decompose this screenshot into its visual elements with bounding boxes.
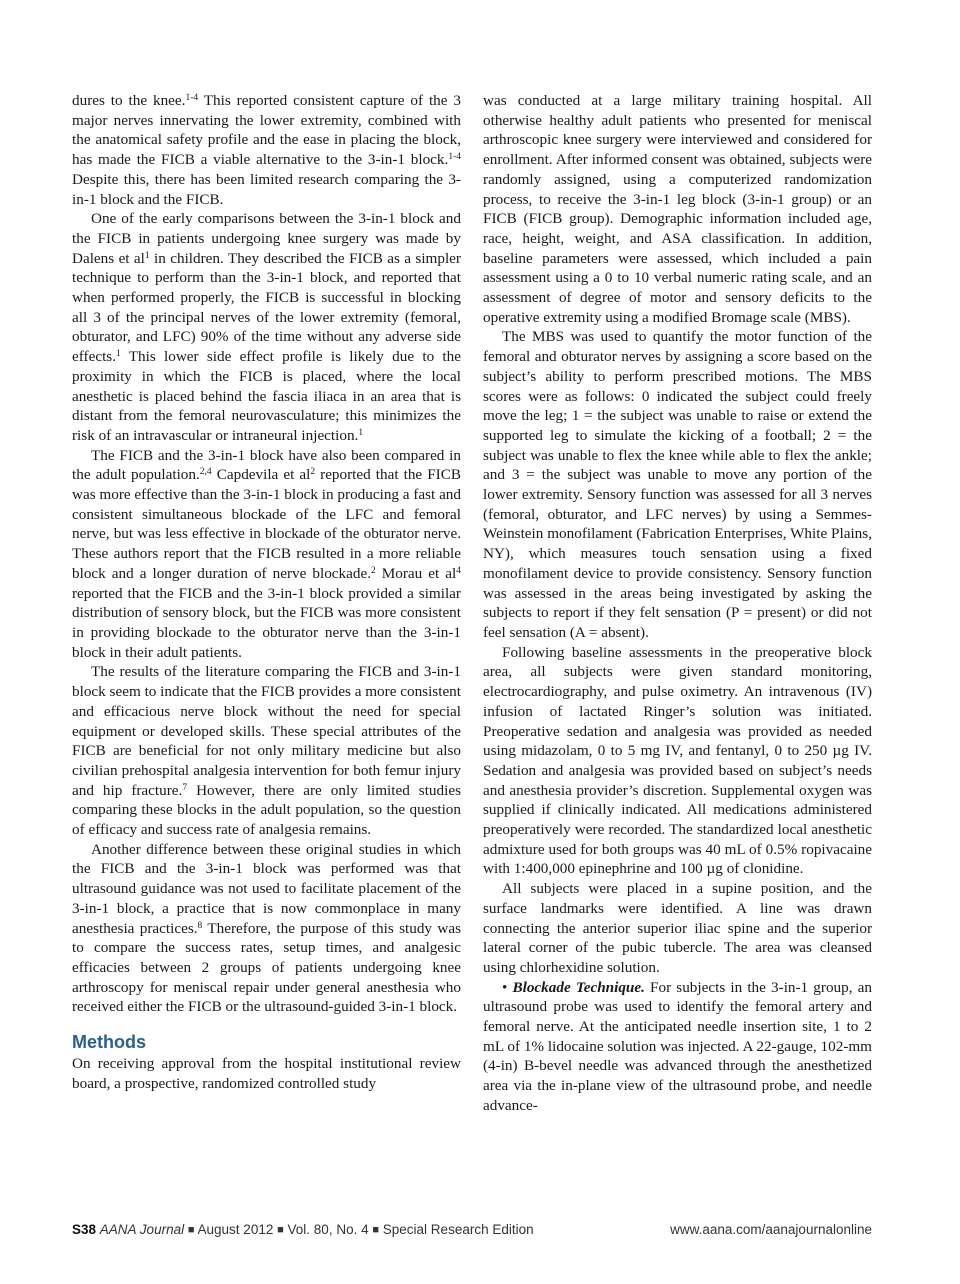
paragraph: One of the early comparisons between the 3-in-1 block and the FICB in patients undergoing knee surgery was made by Dalens et $al^1$ in children. They described the FICB as a simpler technique to perform than the 3-in-1 block, and reported that when performed properly, the FICB is successful in blocking all 3 of the principal nerves of the lower extremity (femoral, obturator, and LFC) 90% of the time without any adverse side effects.$^1$ This lower side effect profile is likely due to the proximity in which the FICB is placed, where the local anesthetic is placed behind the fascia iliaca in an area that is distant from the femoral neurovasculature; this minimizes the risk of an intravascular or intraneural injection.$^1$: [72, 210, 461, 444]
section-heading-methods: Methods: [72, 1032, 146, 1053]
separator-icon: ■: [187, 1224, 195, 1236]
footer-citation: [72, 1222, 534, 1237]
paragraph: The results of the literature comparing the FICB and 3-in-1 block seem to indicate that the FICB provides a more consistent and efficacious nerve block without the need for special equipment or developed skills. These special attributes of the FICB are beneficial for not only military medicine but also civilian prehospital analgesia intervention for both femur injury and hip fracture.$^7$ However, there are only limited studies comparing these blocks in the adult population, so the question of efficacy and success rate of analgesia remains.: [72, 663, 461, 839]
paragraph: On receiving approval from the hospital institutional review board, a prospective, randomized controlled study: [72, 1055, 461, 1092]
issue-date: August 2012: [197, 1222, 274, 1237]
volume-number: Vol. 80, No. 4: [287, 1222, 369, 1237]
paragraph: Another difference between these original studies in which the FICB and the 3-in-1 block was performed was that ultrasound guidance was not used to facilitate placement of the 3-in-1 block, a practice that is now commonplace in many anesthesia practices.$^8$ Therefore, the purpose of this study was to compare the success rates, setup times, and analgesic efficacies between 2 groups of patients undergoing knee arthroscopy for meniscal repair under general anesthesia who received either the FICB or the ultrasound-guided 3-in-1 block.: [72, 840, 461, 1016]
paragraph: dures to the knee.$^{1-4}$ This reported consistent capture of the 3 major nerves innervating the lower extremity, combined with the anatomical safety profile and the ease in placing the block, has made the FICB a viable alternative to the 3-in-1 block.$^{1-4}$ Despite this, there has been limited research comparing the 3-in-1 block and the FICB.: [72, 92, 462, 208]
journal-url: www.aana.com/aanajournalonline: [670, 1222, 872, 1237]
bullet-icon: •: [502, 978, 508, 996]
left-column: [72, 91, 461, 1093]
paragraph: was conducted at a large military training hospital. All otherwise healthy adult patients who presented for meniscal arthroscopic knee surgery were interviewed and considered for enrollment. After informed consent was obtained, subjects were randomly assigned, using a computerized randomization process, to receive the 3-in-1 leg block (3-in-1 group) or an FICB (FICB group). Demographic information included age, race, height, weight, and ASA classification. In addition, baseline parameters were assessed, which included a pain assessment using a 0 to 10 verbal numeric rating scale, and an assessment of degree of motor and sensory deficits to the operative extremity using a modified Bromage scale (MBS).: [483, 92, 872, 326]
separator-icon: ■: [372, 1224, 380, 1236]
separator-icon: ■: [277, 1224, 284, 1236]
journal-name: AANA Journal: [99, 1222, 185, 1237]
subsection-lead: Blockade Technique.: [512, 978, 645, 996]
paragraph: The MBS was used to quantify the motor function of the femoral and obturator nerves by assigning a score based on the subject’s ability to perform prescribed motions. The MBS scores were as follows: 0 indicated the subject could freely move the leg; 1 = the subject was unable to raise or extend the supported leg to simulate the kicking of a football; 2 = the subject was unable to flex the knee while able to flex the ankle; and 3 = the subject was unable to move any portion of the lower extremity. Sensory function was assessed for all 3 nerves (femoral, obturator, and LFC nerves) by using a Semmes-Weinstein monofilament (Fabrication Enterprises, White Plains, NY), which measures touch sensation using a fixed monofilament device to provide consistency. Sensory function was assessed in the areas being investigated by asking the subjects to report if they felt sensation (P = present) or did not feel sensation (A = absent).: [483, 328, 872, 641]
paragraph: All subjects were placed in a supine position, and the surface landmarks were identified. A line was drawn connecting the anterior superior iliac spine and the superior lateral corner of the pubic tubercle. The area was cleansed using chlorhexidine solution.: [483, 880, 872, 976]
paragraph: Following baseline assessments in the preoperative block area, all subjects were given standard monitoring, electrocardiography, and pulse oximetry. An intravenous (IV) infusion of lactated Ringer’s solution was initiated. Preoperative sedation and analgesia was provided as needed using midazolam, 0 to 5 mg IV, and fentanyl, 0 to 250 µg IV. Sedation and analgesia was provided based on subject’s needs and anesthesia provider’s discretion. Supplemental oxygen was supplied if clinically indicated. All medications administered preoperatively were recorded. The standardized local anesthetic admixture used for both groups was 40 mL of 0.5% ropivacaine with 1:400,000 epinephrine and 100 µg of clonidine.: [483, 643, 872, 878]
paragraph: The FICB and the 3-in-1 block have also been compared in the adult population.$^{2,4}$ Capdevila et $al^2$ reported that the FICB was more effective than the 3-in-1 block in producing a fast and consistent simultaneous blockade of the LFC and femoral nerve, but was less effective in blockade of the obturator nerve. These authors report that the FICB resulted in a more reliable block and a longer duration of nerve blockade.$^2$ Morau et $al^4$ reported that the FICB and the 3-in-1 block provided a similar distribution of sensory block, but the FICB was more consistent in providing blockade to the obturator nerve than the 3-in-1 block in their adult patients.: [72, 446, 461, 661]
page-number: S38: [72, 1222, 97, 1237]
paragraph: • Blockade Technique. For subjects in the 3-in-1 group, an ultrasound probe was used to identify the femoral artery and femoral nerve. At the anticipated needle insertion site, 1 to 2 mL of 1% lidocaine solution was injected. A 22-gauge, 102-mm (4-in) B-bevel needle was advanced through the anesthetized area via the in-plane view of the ultrasound probe, and needle advance-: [483, 978, 873, 1114]
right-column: [483, 91, 872, 1116]
edition-label: Special Research Edition: [382, 1222, 534, 1237]
page-footer: [72, 1222, 872, 1242]
